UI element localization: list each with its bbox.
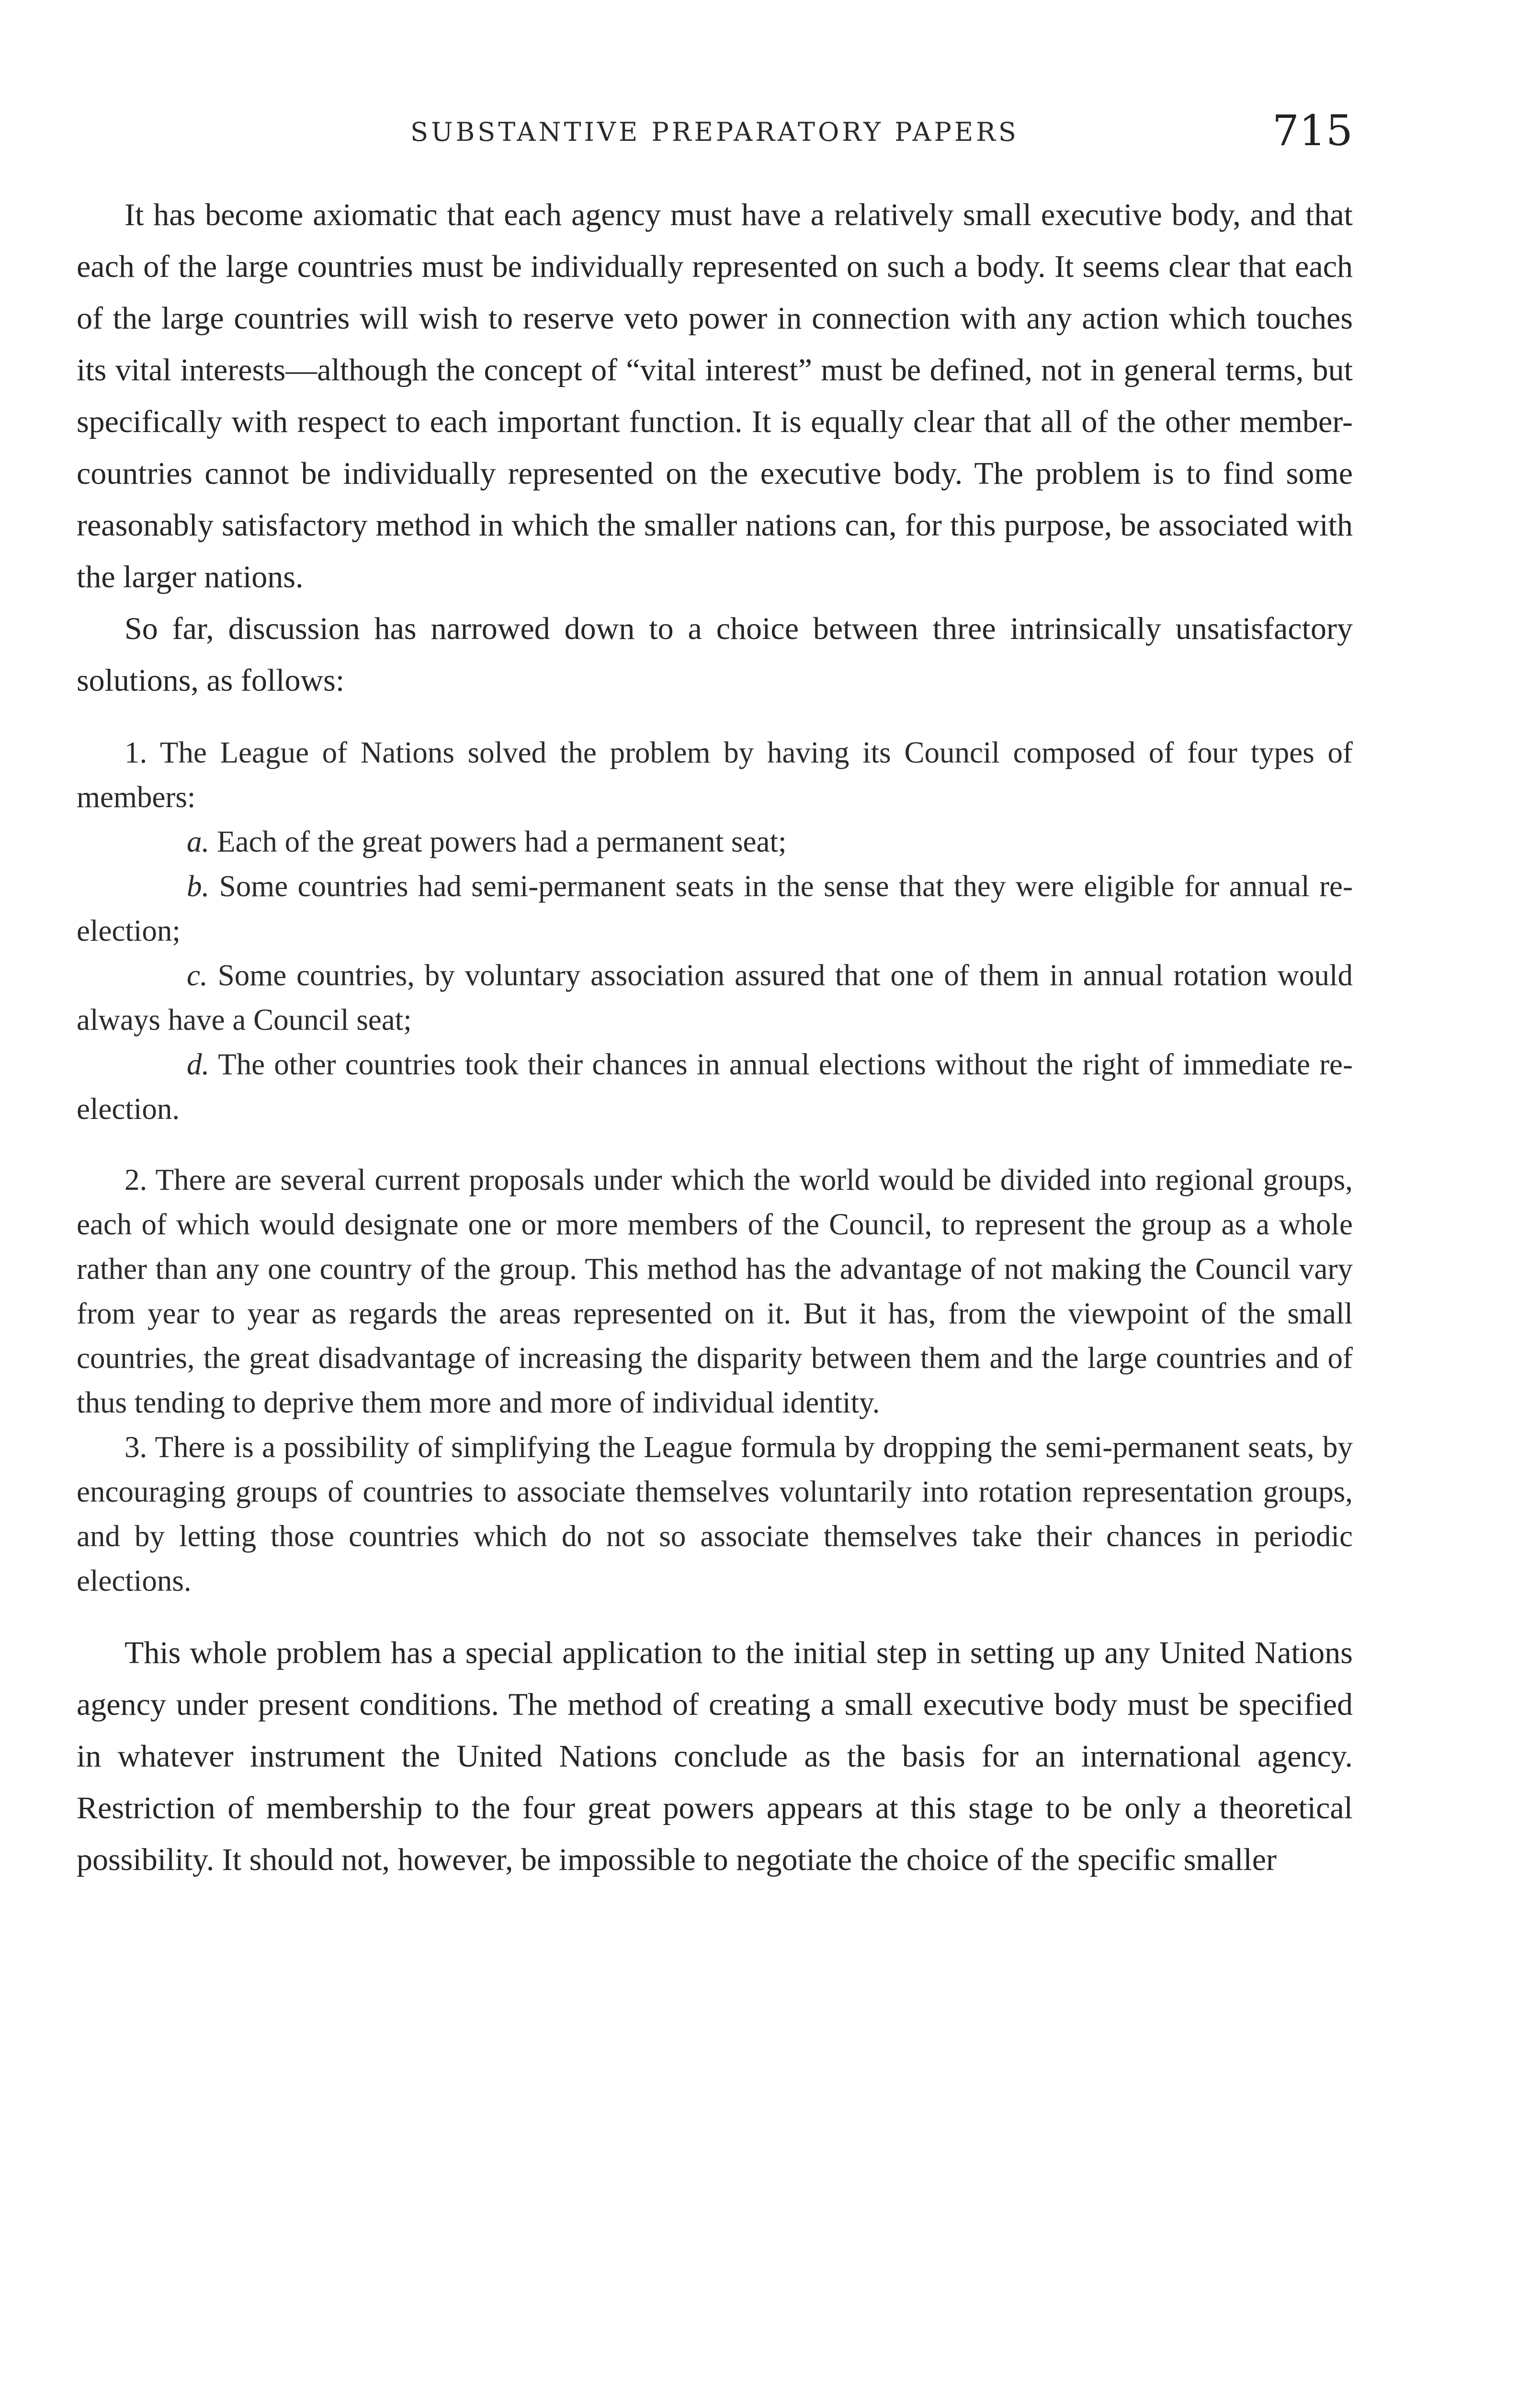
list-item-league: 1. The League of Nations solved the problem by having its Council composed of four types of members:: [77, 736, 1353, 814]
sub-item-letter: c.: [187, 958, 208, 992]
sub-item-d: [77, 1042, 1353, 1131]
running-title: SUBSTANTIVE PREPARATORY PAPERS: [410, 117, 1019, 147]
sub-item-text: Some countries, by voluntary association assured that one of them in annual rotation would always have a Council seat;: [77, 958, 1353, 1037]
sub-item-c: [77, 953, 1353, 1042]
sub-item-letter: d.: [187, 1048, 210, 1081]
sub-item-letter: b.: [187, 869, 210, 903]
paragraph-discussion: So far, discussion has narrowed down to a choice between three intrinsically unsatisfactory solutions, as follows:: [77, 611, 1353, 698]
paragraph-axiomatic: It has become axiomatic that each agency must have a relatively small executive body, and that each of the large countries must be individually represented on such a body. It seems clear that each of the large countries will wish to reserve veto power in connection with any action which touches its vital interests—although the concept of “vital interest” must be defined, not in general terms, but specifically with respect to each important function. It is equally clear that all of the other member-countries cannot be individually represented on the executive body. The problem is to find some reasonably satisfactory method in which the smaller nations can, for this purpose, be associated with the larger nations.: [77, 197, 1353, 594]
running-head: [77, 106, 1353, 157]
page-number: 715: [1272, 106, 1353, 155]
league-member-types: [77, 820, 1353, 1131]
list-item-regional-groups: 2. There are several current proposals under which the world would be divided into regional groups, each of which would designate one or more members of the Council, to represent the group as a whole rather than any one country of the group. This method has the advantage of not making the Council vary from year to year as regards the areas represented on it. But it has, from the viewpoint of the small countries, the great disadvantage of increasing the disparity between them and the large countries and of thus tending to deprive them more and more of individual identity.: [77, 1163, 1353, 1419]
paragraph-special-application: This whole problem has a special application to the initial step in setting up any United Nations agency under present conditions. The method of creating a small executive body must be specified in whatever instrument the United Nations conclude as the basis for an international agency. Restriction of membership to the four great powers appears at this stage to be only a theoretical possibility. It should not, however, be impossible to negotiate the choice of the specific smaller: [77, 1635, 1353, 1877]
sub-item-b: [77, 864, 1353, 953]
sub-item-text: Some countries had semi-permanent seats in the sense that they were eligible for annual re-election;: [77, 869, 1353, 947]
sub-item-a: [77, 820, 1353, 864]
sub-item-text: The other countries took their chances in annual elections without the right of immediate re-election.: [77, 1048, 1353, 1126]
list-item-simplify-formula: 3. There is a possibility of simplifying the League formula by dropping the semi-permanent seats, by encouraging groups of countries to associate themselves voluntarily into rotation representation groups, and by letting those countries which do not so associate themselves take their chances in periodic elections.: [77, 1430, 1353, 1597]
body-text: [77, 189, 1353, 1886]
sub-item-text: Each of the great powers had a permanent seat;: [217, 825, 787, 858]
sub-item-letter: a.: [187, 825, 210, 858]
